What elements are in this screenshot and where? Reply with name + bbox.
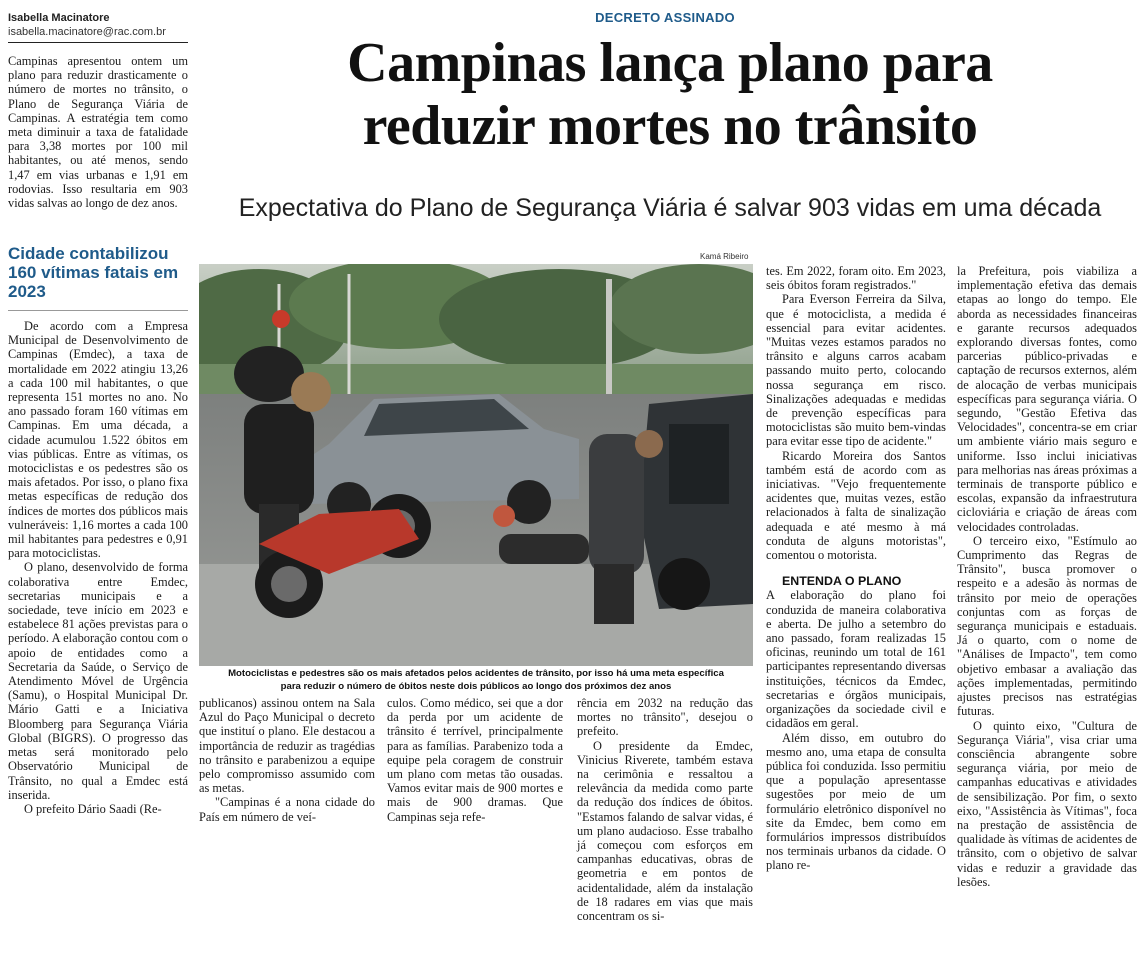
column-5-paragraph: Além disso, em outubro do mesmo ano, uma etapa de consulta pública foi conduzida. Isso permitiu que a população apresentasse sugestões por meio de um formulário eletrônico disponível no site da Emdec, bem como em formulários impressos distribuídos nos terminais urbanos da cidade. O plano re- [766,730,946,873]
column-1-paragraph: De acordo com a Empresa Municipal de Desenvolvimento de Campinas (Emdec), a taxa de mortalidade em 2022 atingiu 13,26 a cada 100 mil habitantes, o que representa 151 mortes no ano. No ano passado foram 160 vítimas em Campinas. Em uma década, a cidade acumulou 1.522 óbitos em vias públicas. Entre as vítimas, os motociclistas e os pedestres são os mais afetados. Por isso, o plano fixa metas específicas de redução dos índices de mortes dos públicos mais vulneráveis: 1,16 mortes a cada 100 mil habitantes para pedestres e 0,91 para motociclistas. [8,319,188,561]
side-head: Cidade contabilizou 160 vítimas fatais em 2023 [8,244,179,301]
headline-line-1: Campinas lança plano para [347,32,993,94]
photo-credit: Kamá Ribeiro [700,252,749,261]
column-5-paragraph: A elaboração do plano foi conduzida de maneira colaborativa e aberta. De julho a setembro do ano passado, foram realizadas 15 oficinas, reunindo um total de 161 participantes representando diversas instituições, técnicos da Emdec, secretarias e órgãos municipais, organizações da sociedade civil e cidadãos em geral. [766,588,946,731]
subhead: Expectativa do Plano de Segurança Viária é salvar 903 vidas em uma década [238,194,1102,222]
column-6 [957,264,1137,889]
accident-scene-illustration [199,264,753,666]
column-4 [577,696,753,923]
byline-name: Isabella Macinatore [8,12,110,24]
column-5-paragraph: Ricardo Moreira dos Santos também está de acordo com as iniciativas. "Vejo frequentemente acidentes que, muitas vezes, estão relacionados à falta de sinalização adequada e até mesmo à má conduta de alguns motoristas", comentou o motorista. [766,448,946,563]
column-2-paragraph: "Campinas é a nona cidade do País em número de veí- [199,795,375,824]
column-2 [199,696,375,824]
column-6-paragraph: O quinto eixo, "Cultura de Segurança Viária", visa criar uma consciência abrangente sobre segurança viária, por meio de campanhas educativas e atividades de sensibilização. Por fim, o sexto eixo, "Assistência às Vítimas", foca na prestação de assistência de qualidade às vítimas de acidentes de trânsito, com o objetivo de salvar vidas e reduzir a gravidade das lesões. [957,718,1137,889]
column-2-paragraph: publicanos) assinou ontem na Sala Azul do Paço Municipal o decreto que instituí o plano. Ele destacou a importância de reduzir as tragédias no trânsito e parabenizou a equipe pelo compromisso assumido com as metas. [199,696,375,796]
column-3-paragraph: culos. Como médico, sei que a dor da perda por um acidente de trânsito é terrível, principalmente para as famílias. Parabenizo toda a equipe pela coragem de construir um plano com metas tão ousadas. Vamos evitar mais de 900 mortes e mais de 900 dramas. Que Campinas seja refe- [387,696,563,824]
column-5 [766,264,946,873]
kicker: DECRETO ASSINADO [595,10,735,25]
lede-column [8,54,188,210]
headline [200,32,1140,159]
byline-email: isabella.macinatore@rac.com.br [8,26,166,38]
photo-caption-line-2: para reduzir o número de óbitos neste dois públicos ao longo dos próximos dez anos [280,680,672,692]
news-photo [199,264,753,666]
column-3 [387,696,563,824]
column-5-paragraph: Para Everson Ferreira da Silva, que é motociclista, a medida é essencial para evitar acidentes. "Muitas vezes estamos parados no trânsito e alguns carros acabam passando muito perto, colocando nossa segurança em risco. Sinalizações adequadas e medidas de prevenção específicas para motociclistas são muito bem-vindas para evitar esse tipo de acidente." [766,292,946,449]
column-4-paragraph: rência em 2032 na redução das mortes no trânsito", desejou o prefeito. [577,696,753,739]
column-1-paragraph: O plano, desenvolvido de forma colaborativa entre Emdec, secretarias municipais e a sociedade, teve início em 2023 e estabelece 81 ações previstas para o período. A elaboração contou com o apoio de entidades como a Secretaria da Saúde, o Serviço de Atendimento Móvel de Urgência (Samu), o Hospital Municipal Dr. Mário Gatti e a Iniciativa Bloomberg para Segurança Viária Global (BIGRS). O progresso das metas será monitorado pelo Observatório Municipal de Trânsito, no qual a Emdec está inserida. [8,560,188,802]
column-6-paragraph: O terceiro eixo, "Estímulo ao Cumprimento das Regras de Trânsito", busca promover o respeito e a adesão às normas de trânsito por meio de operações conjuntas com as forças de segurança municipais e estaduais. Já o quarto, com o nome de "Análises de Impacto", tem como objetivo embasar a avaliação das ações implementadas, permitindo ajustes precisos nas estratégias futuras. [957,533,1137,719]
lede-paragraph: Campinas apresentou ontem um plano para reduzir drasticamente o número de mortes no trânsito, o Plano de Segurança Viária de Campinas. A estratégia tem como meta diminuir a taxa de fatalidade para 3,38 mortes por 100 mil habitantes, ou até menos, sendo 1,47 em vias urbanas e 1,91 em rodovias. Isso resultaria em 903 vidas salvas ao longo de dez anos. [8,54,188,211]
byline-rule [8,42,188,43]
side-head-rule [8,310,188,311]
photo-caption [199,668,753,693]
column-1 [8,319,188,816]
column-6-paragraph: la Prefeitura, pois viabiliza a implementação efetiva das demais etapas ao longo do tempo. Ele aborda as necessidades financeiras e garante recursos adequados explorando diversas fontes, como parcerias público-privadas e captação de recursos externos, além de alocação de verbas municipais específicas para segurança viária. O segundo, "Gestão Efetiva das Velocidades", concentra-se em criar um ambiente viário mais seguro e uniforme. Isso inclui iniciativas para melhorias nas áreas próximas a terminais de transporte público e escolas, expansão da infraestrutura cicloviária e criação de áreas com velocidades controladas. [957,264,1137,534]
intertitle: ENTENDA O PLANO [782,574,902,589]
column-1-paragraph: O prefeito Dário Saadi (Re- [24,801,162,816]
column-5-paragraph: tes. Em 2022, foram oito. Em 2023, seis óbitos foram registrados." [766,264,946,293]
column-4-paragraph: O presidente da Emdec, Vinicius Riverete, também estava na cerimônia e ressaltou a relevância da medida como parte da redução dos índices de óbitos. "Estamos falando de salvar vidas, é um plano audacioso. Esse trabalho já começou com esforços em campanhas educativas, obras de geometria e em pontos de acidentalidade, além da instalação de 18 radares em vias que mais concentram os si- [577,738,753,924]
photo-caption-line-1: Motociclistas e pedestres são os mais afetados pelos acidentes de trânsito, por isso há uma meta específica [228,668,724,679]
headline-line-2: reduzir mortes no trânsito [362,95,978,158]
